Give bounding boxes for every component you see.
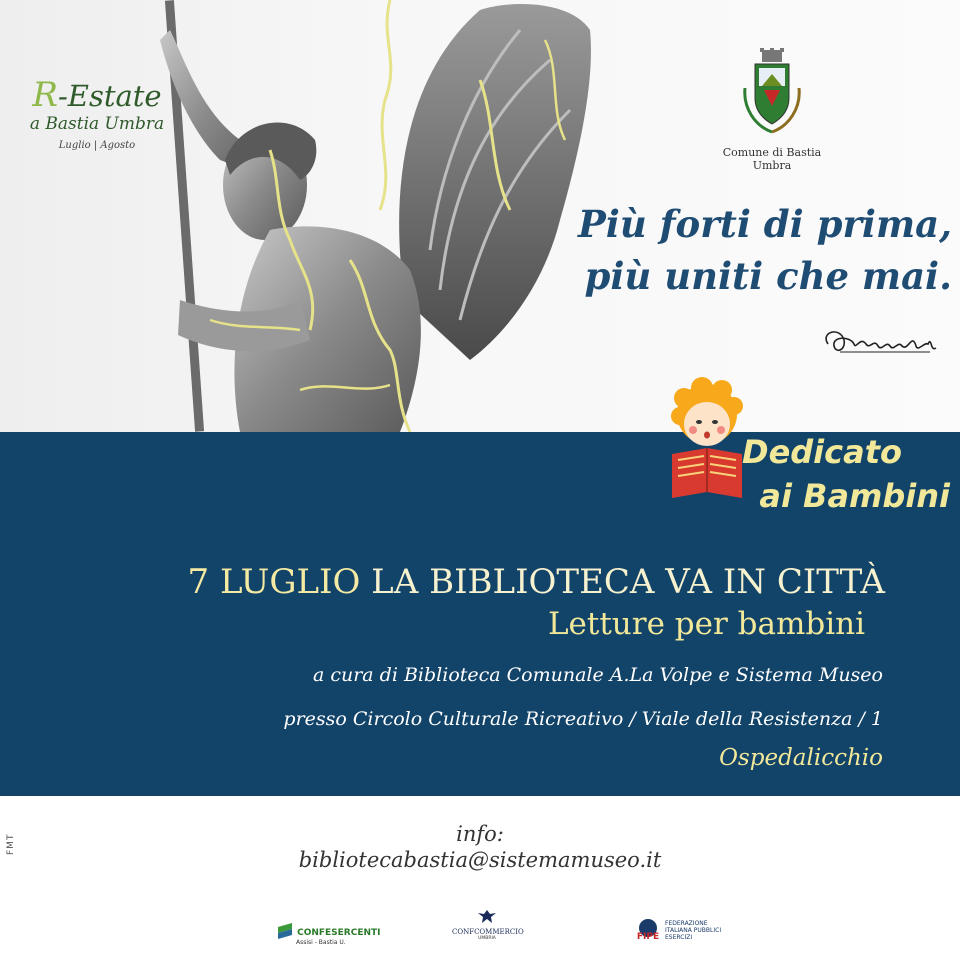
r-estate-logo-rest: -Estate xyxy=(57,79,162,113)
sponsor-fipe xyxy=(634,918,725,942)
event-venue: presso Circolo Culturale Ricreativo / Viale della Resistenza / 1 xyxy=(283,708,883,730)
badge-line-1: Dedicato xyxy=(742,433,902,471)
comune-name: Comune di Bastia Umbra xyxy=(722,146,822,172)
event-title: LA BIBLIOTECA VA IN CITTÀ xyxy=(371,562,885,602)
event-subtitle: Letture per bambini xyxy=(547,606,865,642)
event-day: 7 LUGLIO xyxy=(187,562,361,602)
r-estate-logo-title xyxy=(22,75,172,115)
r-estate-logo-subtitle: a Bastia Umbra xyxy=(29,114,165,134)
sponsor-fipe-name: FEDERAZIONE ITALIANA PUBBLICI ESERCIZI xyxy=(665,919,722,941)
signature-image xyxy=(820,322,940,362)
confesercenti-logo-icon xyxy=(278,923,292,939)
comune-logo xyxy=(702,48,842,172)
info-label: info: xyxy=(456,822,504,846)
sponsor-confcommercio-sub: UMBRIA xyxy=(478,936,496,941)
r-estate-logo xyxy=(22,75,172,151)
r-estate-logo-r: R xyxy=(32,75,58,115)
fipe-logo-text: FIPE xyxy=(636,932,660,942)
eagle-icon xyxy=(478,908,496,924)
event-headline xyxy=(40,562,885,602)
coat-of-arms-icon xyxy=(737,48,807,138)
sponsor-confcommercio xyxy=(452,908,522,941)
r-estate-logo-months: Luglio | Agosto xyxy=(58,140,136,151)
hero-section xyxy=(0,0,960,432)
info-email-link[interactable]: bibliotecabastia@sistemamuseo.it xyxy=(298,848,662,872)
sponsor-confesercenti-sub: Assisi - Bastia U. xyxy=(296,939,346,946)
sponsor-confesercenti xyxy=(278,920,381,946)
angel-statue-image xyxy=(150,0,620,432)
slogan-line-2: più uniti che mai. xyxy=(584,254,952,298)
event-curated-by: a cura di Biblioteca Comunale A.La Volpe e Sistema Museo xyxy=(312,664,883,686)
credit-label: FMT xyxy=(6,833,16,855)
event-locality: Ospedalicchio xyxy=(719,745,883,771)
badge-line-2: ai Bambini xyxy=(759,477,950,515)
slogan xyxy=(572,198,952,302)
sponsor-confcommercio-name: CONFCOMMERCIO xyxy=(452,928,524,936)
dedicated-to-children-badge xyxy=(720,430,950,518)
slogan-line-1: Più forti di prima, xyxy=(577,202,952,246)
fipe-logo-icon xyxy=(634,918,662,942)
sponsor-confesercenti-name: CONFESERCENTI xyxy=(297,928,381,938)
